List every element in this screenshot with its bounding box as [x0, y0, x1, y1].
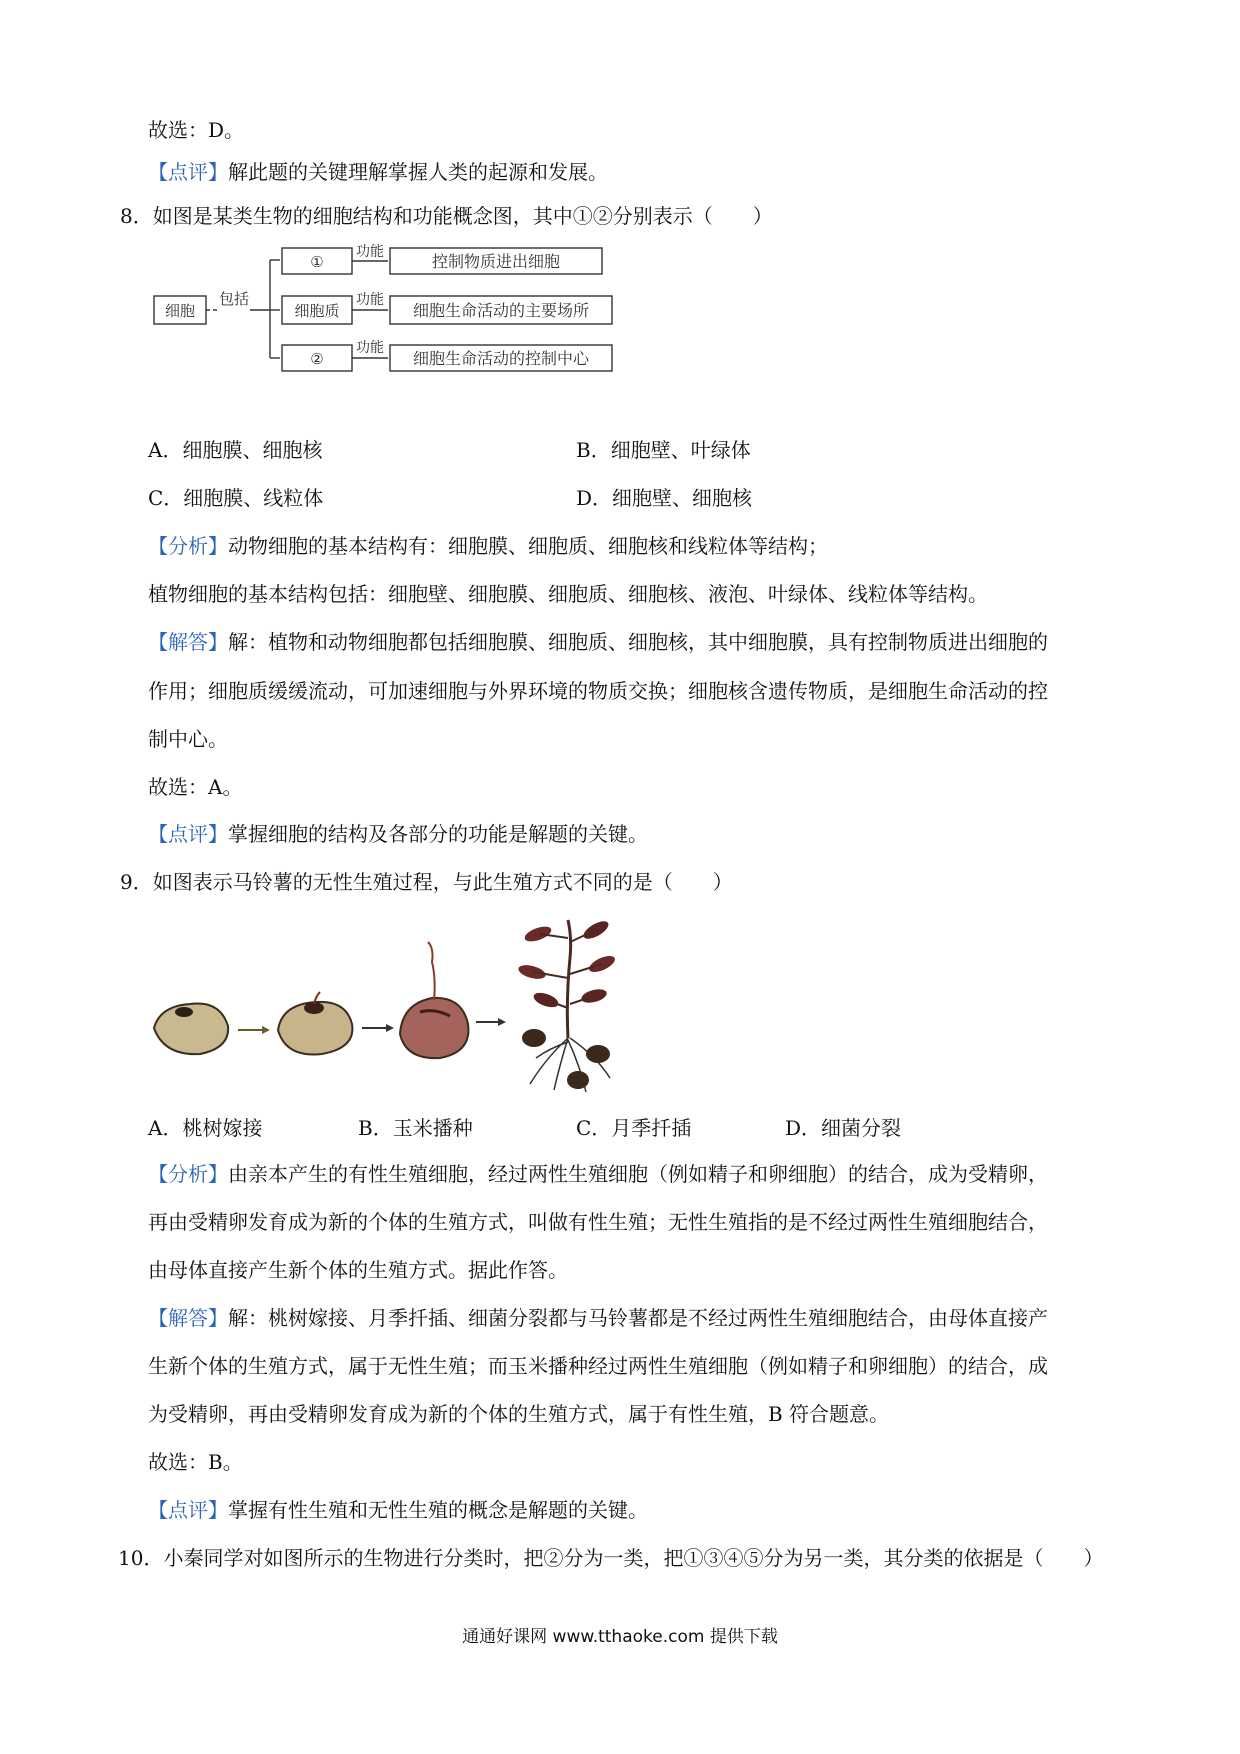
- option-a: A．桃树嫁接: [148, 1116, 263, 1140]
- arrow-icon: [238, 1026, 270, 1034]
- arrow-icon: [362, 1024, 394, 1032]
- diagram-part-1: ①: [310, 253, 324, 271]
- option-d: D．细胞壁、细胞核: [576, 486, 753, 510]
- option-b: B．细胞壁、叶绿体: [576, 438, 751, 462]
- analysis-line-2: 再由受精卵发育成为新的个体的生殖方式，叫做有性生殖；无性生殖指的是不经过两性生殖细胞结合，: [148, 1210, 1048, 1234]
- diagram-func-label-1: 功能: [356, 244, 384, 260]
- option-c: C．细胞膜、线粒体: [148, 486, 324, 510]
- solution-line-3: 制中心。: [148, 727, 228, 751]
- comment-line: [148, 160, 608, 184]
- comment-tag: 【点评】: [148, 160, 228, 184]
- page-footer: 通通好课网 www.tthaoke.com 提供下载: [462, 1627, 778, 1647]
- solution-line: [148, 1306, 1048, 1330]
- potato-stage-3: [400, 942, 468, 1058]
- question-10-stem: 10．小秦同学对如图所示的生物进行分类时，把②分为一类，把①③④⑤分为另一类，其分类的依据是（ ）: [118, 1546, 1104, 1570]
- solution-line-2: 作用；细胞质缓缓流动，可加速细胞与外界环境的物质交换；细胞核含遗传物质，是细胞生命活动的控: [148, 679, 1048, 703]
- diagram-root-label: 细胞: [164, 302, 196, 320]
- comment-tag: 【点评】: [148, 822, 228, 846]
- analysis-tag: 【分析】: [148, 534, 228, 558]
- diagram-part-2: 细胞质: [294, 302, 340, 320]
- comment-text: 解此题的关键理解掌握人类的起源和发展。: [228, 160, 608, 184]
- solution-line-3: 为受精卵，再由受精卵发育成为新的个体的生殖方式，属于有性生殖，B 符合题意。: [148, 1402, 890, 1426]
- analysis-line-2: 植物细胞的基本结构包括：细胞壁、细胞膜、细胞质、细胞核、液泡、叶绿体、线粒体等结构。: [148, 582, 988, 606]
- analysis-text: 由亲本产生的有性生殖细胞，经过两性生殖细胞（例如精子和卵细胞）的结合，成为受精卵，: [228, 1162, 1048, 1186]
- comment-tag: 【点评】: [148, 1498, 228, 1522]
- comment-line: [148, 1498, 648, 1522]
- answer-line: 故选：D。: [148, 118, 245, 142]
- potato-plant: [517, 918, 617, 1092]
- answer-line: 故选：A。: [148, 775, 243, 799]
- diagram-func-label-2: 功能: [356, 292, 384, 308]
- comment-text: 掌握细胞的结构及各部分的功能是解题的关键。: [228, 822, 648, 846]
- solution-tag: 【解答】: [148, 630, 228, 654]
- analysis-tag: 【分析】: [148, 1162, 228, 1186]
- analysis-line-3: 由母体直接产生新个体的生殖方式。据此作答。: [148, 1258, 568, 1282]
- diagram-part-3: ②: [310, 350, 324, 368]
- diagram-function-3: 细胞生命活动的控制中心: [412, 349, 590, 368]
- diagram-function-2: 细胞生命活动的主要场所: [412, 301, 590, 320]
- comment-line: [148, 822, 648, 846]
- analysis-line: [148, 534, 828, 558]
- solution-text: 解：植物和动物细胞都包括细胞膜、细胞质、细胞核，其中细胞膜，具有控制物质进出细胞的: [228, 630, 1048, 654]
- answer-line: 故选：B。: [148, 1450, 243, 1474]
- potato-stage-1: [154, 1003, 228, 1054]
- option-d: D．细菌分裂: [785, 1116, 902, 1140]
- potato-reproduction-figure: [150, 908, 670, 1098]
- solution-line-2: 生新个体的生殖方式，属于无性生殖；而玉米播种经过两性生殖细胞（例如精子和卵细胞）的结合，成: [148, 1354, 1048, 1378]
- diagram-func-label-3: 功能: [356, 340, 384, 356]
- question-8-stem: 8．如图是某类生物的细胞结构和功能概念图，其中①②分别表示（ ）: [120, 204, 773, 228]
- option-b: B．玉米播种: [358, 1116, 473, 1140]
- cell-concept-diagram: [150, 240, 660, 420]
- solution-tag: 【解答】: [148, 1306, 228, 1330]
- analysis-text: 动物细胞的基本结构有：细胞膜、细胞质、细胞核和线粒体等结构；: [228, 534, 828, 558]
- diagram-function-1: 控制物质进出细胞: [431, 252, 561, 271]
- comment-text: 掌握有性生殖和无性生殖的概念是解题的关键。: [228, 1498, 648, 1522]
- analysis-line: [148, 1162, 1048, 1186]
- question-9-stem: 9．如图表示马铃薯的无性生殖过程，与此生殖方式不同的是（ ）: [120, 870, 733, 894]
- diagram-include-label: 包括: [218, 290, 250, 308]
- solution-text: 解：桃树嫁接、月季扦插、细菌分裂都与马铃薯都是不经过两性生殖细胞结合，由母体直接产: [228, 1306, 1048, 1330]
- potato-stage-2: [278, 992, 352, 1055]
- solution-line: [148, 630, 1048, 654]
- option-a: A．细胞膜、细胞核: [148, 438, 323, 462]
- arrow-icon: [476, 1018, 506, 1026]
- option-c: C．月季扦插: [576, 1116, 692, 1140]
